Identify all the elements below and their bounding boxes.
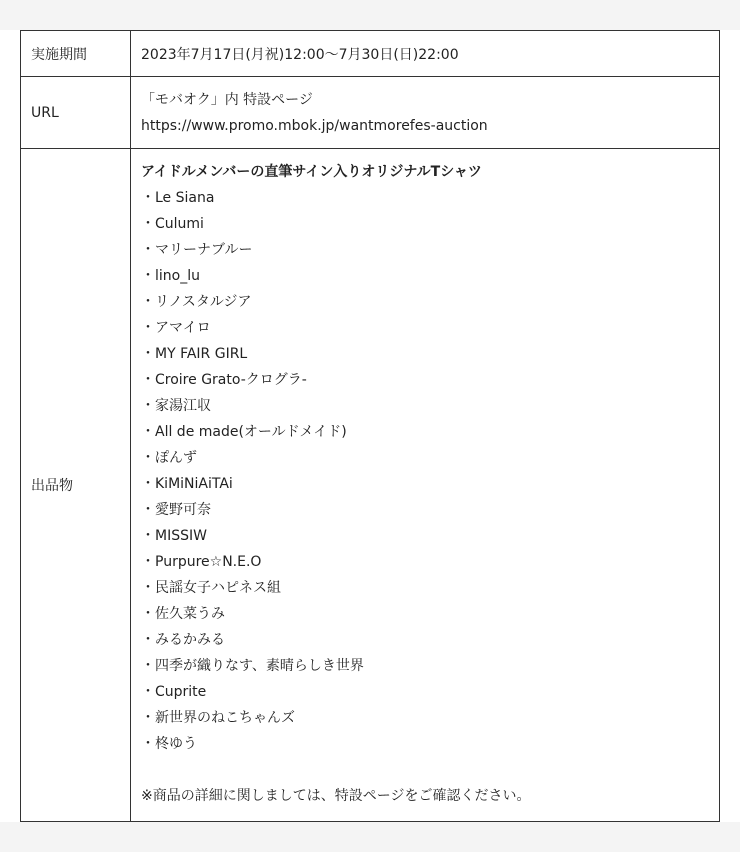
list-item: ・アマイロ bbox=[141, 320, 211, 336]
items-title: アイドルメンバーの直筆サイン入りオリジナルTシャツ bbox=[141, 164, 482, 180]
item-list bbox=[141, 185, 709, 757]
list-item: ・四季が織りなす、素晴らしき世界 bbox=[141, 658, 364, 674]
spacer bbox=[141, 757, 709, 783]
url-row bbox=[21, 77, 720, 149]
url-value bbox=[131, 77, 720, 149]
items-label: 出品物 bbox=[21, 149, 131, 822]
period-value: 2023年7月17日(月祝)12:00〜7月30日(日)22:00 bbox=[131, 31, 720, 77]
list-item: ・MISSIW bbox=[141, 528, 207, 544]
items-value bbox=[131, 149, 720, 822]
url-link[interactable]: https://www.promo.mbok.jp/wantmorefes-auction bbox=[141, 117, 488, 134]
list-item: ・リノスタルジア bbox=[141, 294, 252, 310]
list-item: ・新世界のねこちゃんズ bbox=[141, 710, 295, 726]
list-item: ・民謡女子ハピネス組 bbox=[141, 580, 281, 596]
url-page-name: 「モバオク」内 特設ページ bbox=[141, 91, 313, 108]
list-item: ・lino_lu bbox=[141, 268, 200, 284]
list-item: ・Purpure☆N.E.O bbox=[141, 554, 262, 570]
list-item: ・佐久菜うみ bbox=[141, 606, 225, 622]
list-item: ・KiMiNiAiTAi bbox=[141, 476, 233, 492]
list-item: ・みるかみる bbox=[141, 632, 225, 648]
content-sheet bbox=[0, 30, 740, 822]
list-item: ・柊ゆう bbox=[141, 736, 197, 752]
list-item: ・Le Siana bbox=[141, 190, 215, 206]
info-table bbox=[20, 30, 720, 822]
list-item: ・マリーナブルー bbox=[141, 242, 253, 258]
list-item: ・ぽんず bbox=[141, 450, 197, 466]
list-item: ・Cuprite bbox=[141, 684, 207, 700]
list-item: ・Croire Grato-クログラ- bbox=[141, 372, 307, 388]
list-item: ・愛野可奈 bbox=[141, 502, 211, 518]
items-row bbox=[21, 149, 720, 822]
list-item: ・Culumi bbox=[141, 216, 204, 232]
list-item: ・All de made(オールドメイド) bbox=[141, 424, 347, 440]
period-row bbox=[21, 31, 720, 77]
list-item: ・家湯江収 bbox=[141, 398, 211, 414]
items-note: ※商品の詳細に関しましては、特設ページをご確認ください。 bbox=[141, 788, 531, 804]
period-label: 実施期間 bbox=[21, 31, 131, 77]
list-item: ・MY FAIR GIRL bbox=[141, 346, 248, 362]
url-label: URL bbox=[21, 77, 131, 149]
